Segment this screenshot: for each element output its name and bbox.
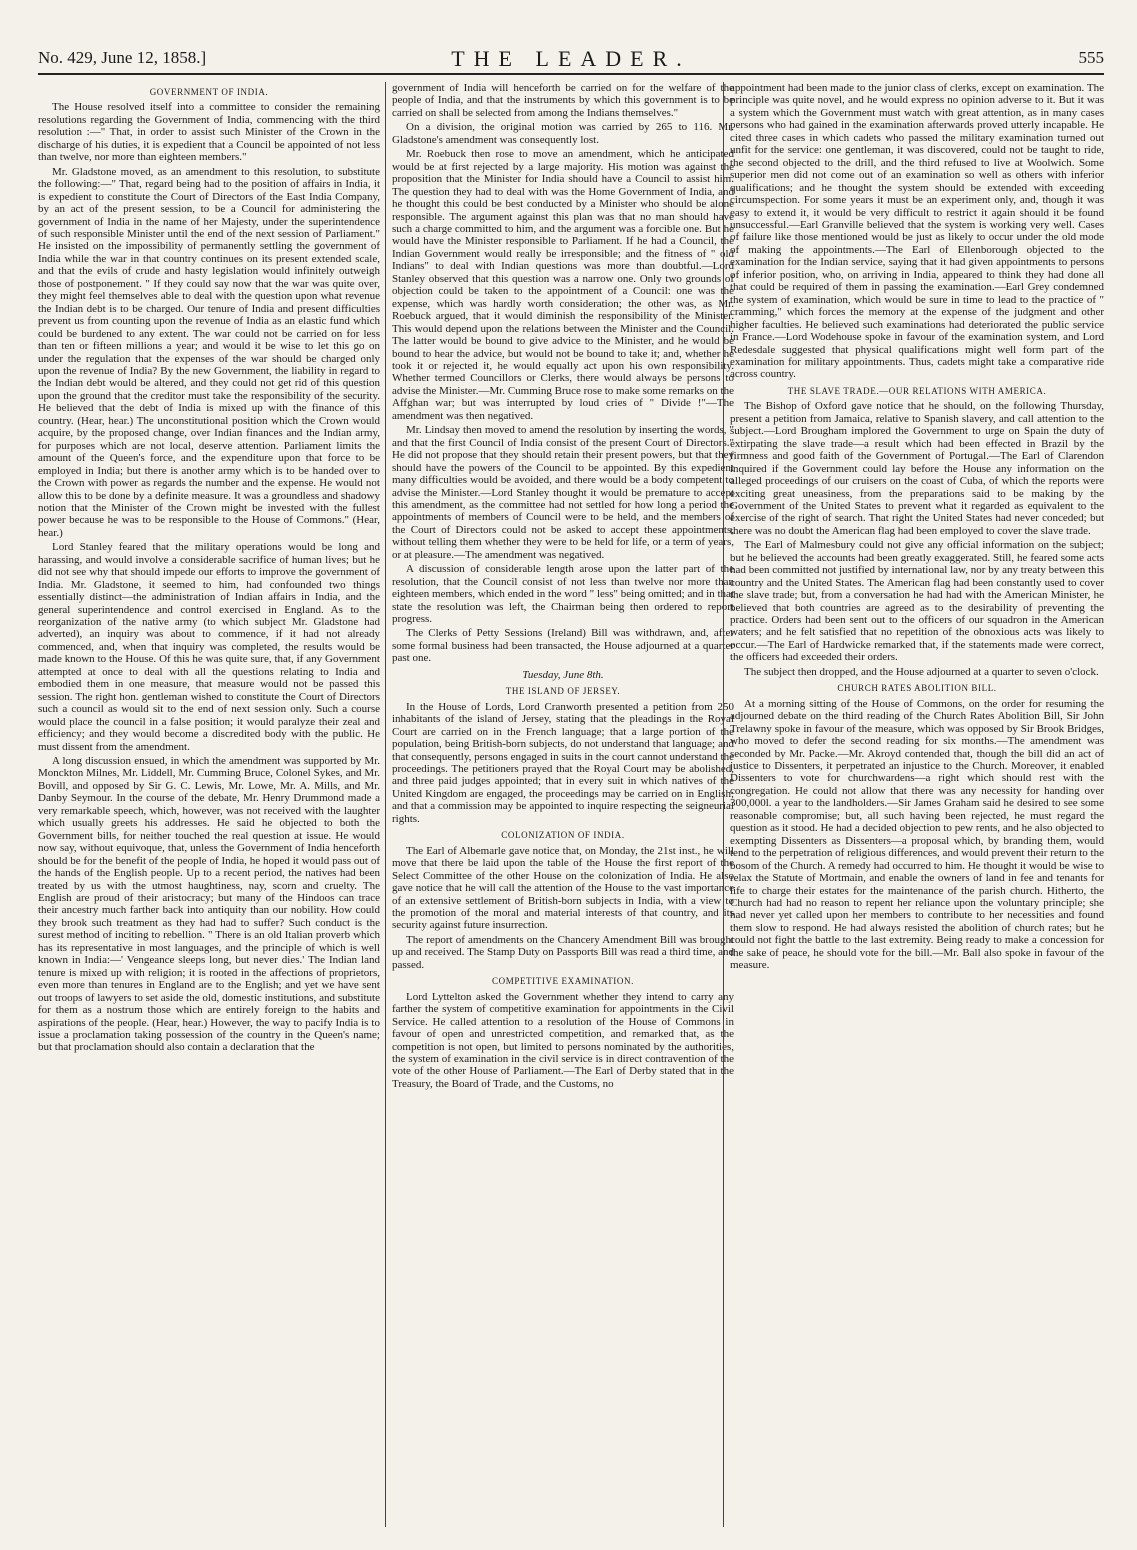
column-divider [385,82,386,1527]
paragraph: Lord Lyttelton asked the Government whether they intend to carry any farther the system of competitive examination for appointments in the Civil Service. He called attention to a resolution of the House of Commons in favour of open and unrestricted competition, and remarked that, as the competition is not open, but limited to persons nominated by the authorities, the system of examination in the civil service is in direct contravention of the vote of the other House of Parliament.—The Earl of Derby stated that in the Treasury, the Board of Trade, and the Customs, no [392,990,734,1090]
dateline: Tuesday, June 8th. [522,668,604,681]
section-heading: THE ISLAND OF JERSEY. [505,686,621,697]
paragraph: The subject then dropped, and the House adjourned at a quarter to seven o'clock. [744,665,1099,678]
paragraph: A long discussion ensued, in which the amendment was supported by Mr. Monckton Milnes, Mr. Liddell, Mr. Cumming Bruce, Colonel Sykes, and Mr. Bovill, and opposed by Sir G. C. Lewis, Mr. Lowe, Mr. A. Mills, and Mr. Danby Seymour. In the course of the debate, Mr. Henry Drummond made a very remarkable speech, which, however, was not received with the laughter which usually greets his addresses. He said he objected to both the Government bills, for neither touched the real question at issue. He would now say, without equivoque, that, unless the Government of India henceforth should be for the benefit of the people of India, he hoped it would pass out of the hands of the English people. Up to a recent period, the natives had been treated by us with the utmost haughtiness, nay, scorn and cruelty. The English are proud of their aristocracy; but many of the Hindoos can trace their ancestry much farther back into antiquity than our nobility. How could they brook such treatment as they had had to suffer? Such conduct is the surest method of inciting to rebellion. " There is an old Italian proverb which has its representative in most languages, and the principle of which is well known in India:—' Vengeance sleeps long, but never dies.' The Indian land tenure is mixed up with religion; it is rooted in the affections of proprietors, even more than tenures in England are to the English; and yet we have sent out troops of lawyers to set aside the old, domestic institutions, and substitute for them as a nostrum those which are entirely foreign to the habits and aspirations of the people. (Hear, hear.) However, the way to pacify India is to issue a proclamation taking possession of the country in the Queen's name; but that proclamation should also contain a declaration that the [38,755,380,1054]
paragraph: The Clerks of Petty Sessions (Ireland) Bill was withdrawn, and, after some formal business had been transacted, the House adjourned at a quarter past one. [392,627,734,665]
paragraph: The Bishop of Oxford gave notice that he should, on the following Thursday, present a petition from Jamaica, relative to Spanish slavery, and call attention to the subject.—Lord Brougham implored the Government to urge on Spain the duty of extirpating the slave trade—a result which had been effected in Brazil by the firmness and good faith of the Government of Portugal.—The Earl of Clarendon inquired if the Government could lay before the House any information on the alleged proceedings of our cruisers on the coast of Cuba, of which the reports were exciting great uneasiness, from the preparations said to be making by the Government of the United States to prevent what it regarded as equivalent to the exercise of the right of search. That right the United States had never conceded; but there was no doubt the American flag had been employed to cover the slave trade. [730,400,1104,537]
paragraph: The Earl of Malmesbury could not give any official information on the subject; but he believed the accounts had been greatly exaggerated. Still, he feared some acts had been committed not justified by international law, nor by any treaty between this country and the United States. The American flag had been constantly used to cover the slave trade; but, from a conversation he had had with the American Minister, he believed that both countries are agreed as to the desirability of preventing the practice. Orders had been sent out to the officers of our squadron in the American waters; and he felt satisfied that no repetition of the obnoxious acts was likely to occur.—The Earl of Hardwicke remarked that, if the statements made were correct, the officers had exceeded their orders. [730,539,1104,664]
section-heading: THE SLAVE TRADE.—OUR RELATIONS WITH AMERICA. [787,385,1047,396]
paragraph: government of India will henceforth be carried on for the welfare of the people of India, and that the instruments by which this government is to be carried on shall be selected from among the Indians themselves." [392,82,734,119]
section-heading: GOVERNMENT OF INDIA. [149,87,269,97]
issue-date: No. 429, June 12, 1858.] [38,48,207,67]
column-2 [392,82,734,1527]
paragraph: In the House of Lords, Lord Cranworth presented a petition from 250 inhabitants of the island of Jersey, stating that the pleadings in the Royal Court are carried on in the French language; that a large portion of the population, being British-born subjects, do not understand that language; and that consequently, persons engaged in suits in the court cannot understand the proceedings. The petitioners prayed that the Royal Court may be abolished, and three paid judges appointed; that in every suit in which natives of the United Kingdom are engaged, the proceedings may be carried on in English; and that a commission may be appointed to inquire respecting the seigneurial rights. [392,700,734,825]
paragraph: The report of amendments on the Chancery Amendment Bill was brought up and received. The Stamp Duty on Passports Bill was read a third time, and passed. [392,933,734,971]
page-number: 555 [1078,48,1104,67]
newspaper-title: THE LEADER. [451,46,691,71]
section-heading: COMPETITIVE EXAMINATION. [492,976,634,987]
paragraph: Mr. Lindsay then moved to amend the resolution by inserting the words, " and that the first Council of India consist of the present Court of Directors." He did not propose that they should retain their present powers, but that they should have the powers of the Council to be appointed. By this expedient many difficulties would be avoided, and there would be a body competent to advise the Minister.—Lord Stanley thought it would be premature to accept this amendment, as the committee had not settled for how long a period the appointments of members of Council were to be held, and the members of the Court of Directors could not be asked to accept these appointments, without telling them whether they were to be held for life, or a term of years, or at pleasure.—The amendment was negatived. [392,424,734,561]
section-heading: COLONIZATION OF INDIA. [501,830,625,841]
paragraph: At a morning sitting of the House of Commons, on the order for resuming the adjourned debate on the third reading of the Church Rates Abolition Bill, Sir John Trelawny spoke in favour of the measure, which was opposed by Sir Brook Bridges, who moved to defer the second reading for six months.—The amendment was seconded by Mr. Packe.—Mr. Akroyd contended that, though the bill did an act of justice to Dissenters, it perpetrated an injustice to the Church. Moreover, it enabled Dissenters to vote for churchwardens—a right which should rest with the congregation. He could not allow that there was any necessity for handing over 300,000l. a year to the landholders.—Sir James Graham said he desired to see some reasonable compromise; but, all such having been rejected, he must regard the question as it stood. He had a decided objection to pew rents, and he also objected to exempting Dissenters as Dissenters—a proposal which, by branding them, would tend to the perpetration of religious differences, and would prevent their return to the bosom of the Church. A remedy had occurred to him. He thought it would be wise to relax the Statute of Mortmain, and enable the owners of land in fee and tenants for life to charge their estates for the maintenance of the parish church. Hitherto, the Church had had no reason to repent her reliance upon the voluntary principle; she had never yet called upon her members to contribute to her necessities and found them slow to respond. He had always resisted the abolition of church rates; but he could not fight the battle to the last extremity. Being ready to make a concession for the sake of peace, he should vote for the bill.—Mr. Ball also spoke in favour of the measure. [730,697,1104,972]
paragraph: Mr. Roebuck then rose to move an amendment, which he anticipated would be at first rejected by a large majority. His motion was against the proposition that the Minister for India should have a Council to assist him. The question they had to deal with was the Home Government of India, and he thought this could be best conducted by a Minister who should be alone responsible. The argument against this plan was that no man should have such a charge committed to him, and the argument was a forcible one. But he would have the Minister responsible to Parliament. If he had a Council, the Indian Government would really be irresponsible; and the fitness of " old Indians" to deal with Indian questions was more than doubtful.—Lord Stanley observed that this question was a narrow one. Only two grounds of objection could be taken to the appointment of a Council: one was the expense, which was hardly worth consideration; the other was, as Mr. Roebuck argued, that it would diminish the responsibility of the Minister. This would depend upon the relations between the Minister and the Council. The latter would be bound to give advice to the Minister, and he would be bound to hear the advice, but would not be bound to take it; and, whether he took it or rejected it, he would equally act upon his own responsibility. Whether termed Councillors or Clerks, there would always be persons to advise the Minister.—Mr. Cumming Bruce rose to make some remarks on the Affghan war; but was interrupted by loud cries of " Divide !"—The amendment was then negatived. [392,148,734,422]
paragraph: The House resolved itself into a committee to consider the remaining resolutions regarding the Government of India, commencing with the third resolution :—" That, in order to assist such Minister of the Crown in the discharge of his duties, it is expedient that a Council be appointed of not less than twelve, nor more than eighteen members." [38,101,380,164]
masthead [38,46,1104,72]
section-heading: CHURCH RATES ABOLITION BILL. [837,683,997,694]
masthead-rule [38,73,1104,75]
paragraph: On a division, the original motion was carried by 265 to 116. Mr. Gladstone's amendment was consequently lost. [392,121,734,146]
column-3 [730,82,1104,1527]
paragraph: Mr. Gladstone moved, as an amendment to this resolution, to substitute the following:—" That, regard being had to the position of affairs in India, it is expedient to constitute the Court of Directors of the East India Company, by an act of the present session, to be a Council for administering the government of India in the name of her Majesty, under the superintendence of such responsible Minister until the end of the next session of Parliament." He insisted on the impossibility of permanently settling the government of India while the war in that country continues on its present extended scale, and that the evils of crude and hasty legislation would infinitely outweigh those of postponement. " If they could say now that the war was quite over, they might feel themselves able to deal with the question upon what revenue the Indian debt is to be charged. Our tenure of India and present difficulties prevent us from counting upon the revenue of India as an elastic fund which could be burdened to any extent. The war could not be carried on for less than ten or fifteen millions a year; and would it be wise to let this go on under the regulation that the expenses of the war should be charged only upon the revenue of India? By the new Government, the liability in regard to the Indian debt would be altered, and they could not get rid of this question upon the ground that the creditor must take the responsibility of the security. He believed that the debt of India is mixed up with the finance of this country. (Hear, hear.) The unconstitutional position which the Crown would acquire, by the proposed change, over Indian finances and the Indian army, for purposes which are not local, deserve attention. Parliament limits the amount of the Queen's force, and the expenditure upon that force to be employed in India; but there is another army which is to be handed over to the Crown with power as regards the number and the expense. He would not allow this to be done by a definite measure. It was a groundless and shadowy notion that the Minister of the Crown might be invested with the fullest power because he was to be responsible to the House of Commons." (Hear, hear.) [38,165,380,539]
column-divider [723,82,724,1527]
paragraph: appointment had been made to the junior class of clerks, except on examination. The principle was quite novel, and he would express no opinion adverse to it. But it was a system which the Government must watch with great attention, as in many cases persons who had gained in the examination afterwards proved utterly incapable. He cited three cases in which cadets who passed the military examination turned out unfit for the service: one gentleman, it was discovered, could not be taught to ride, the second objected to the drill, and the third refused to live at Woolwich. Some superior men did not come out of an examination so well as others with inferior qualifications; and he thought the system should be extended with exceeding circumspection. For some years it must be an experiment only, and, though it was easy to extend it, it would be very difficult to restrict it again should it be found unsuccessful.—Earl Granville believed that the system is working very well. Cases of failure like those mentioned would be just as likely to occur under the old mode of making the appointments.—The Earl of Ellenborough objected to the examination for the Indian service, saying that it had given appointments to persons of inferior position, who, on arriving in India, appeared to think they had done all that could be required of them in passing the examination.—Earl Grey condemned the system of examination, which would be sure in time to lead to the practice of " cramming," which forces the memory at the expense of the judgment and other higher faculties. He believed such examinations had deteriorated the public service in France.—Lord Wodehouse spoke in favour of the examination system, and Lord Redesdale suggested that physical qualifications might well form part of the examination for military appointments. Thus, cadets might take a comparative ride across country. [730,82,1104,381]
paragraph: Lord Stanley feared that the military operations would be long and harassing, and would involve a considerable sacrifice of human lives; but he did not see why that should impede our efforts to improve the government of India. Mr. Gladstone, it seemed to him, had confounded two things essentially distinct—the administration of Indian affairs in India, and the general superintendence and control exercised in England. As to the reorganization of the native army (to which subject Mr. Gladstone had adverted), an inquiry was about to commence, if it had not already commenced, and, when that inquiry was completed, the results would be made known to the House. Of this he was quite sure, that, if any Government attempted at once to deal with all the questions relating to India and embodied them in one measure, that measure would not be passed this session. The right hon. gentleman wished to constitute the Court of Directors such a council as would sit to the end of next session only. Such a course would place the council in a false position; it would paralyze their zeal and efficiency; and they would become a discredited body with the public. He must dissent from the amendment. [38,541,380,753]
column-1 [38,82,380,1527]
paragraph: A discussion of considerable length arose upon the latter part of the resolution, that the Council consist of not less than twelve nor more than eighteen members, which ended in the word " less" being omitted; and in that state the resolution was left, the Chairman being then ordered to report progress. [392,563,734,626]
paragraph: The Earl of Albemarle gave notice that, on Monday, the 21st inst., he will move that there be laid upon the table of the House the first report of the Select Committee of the other House on the colonization of India. He also gave notice that he will call the attention of the House to the vast importance of an extensive settlement of British-born subjects in India, with a view to the promotion of the moral and material interests of that country, and its security against future insurrection. [392,844,734,932]
